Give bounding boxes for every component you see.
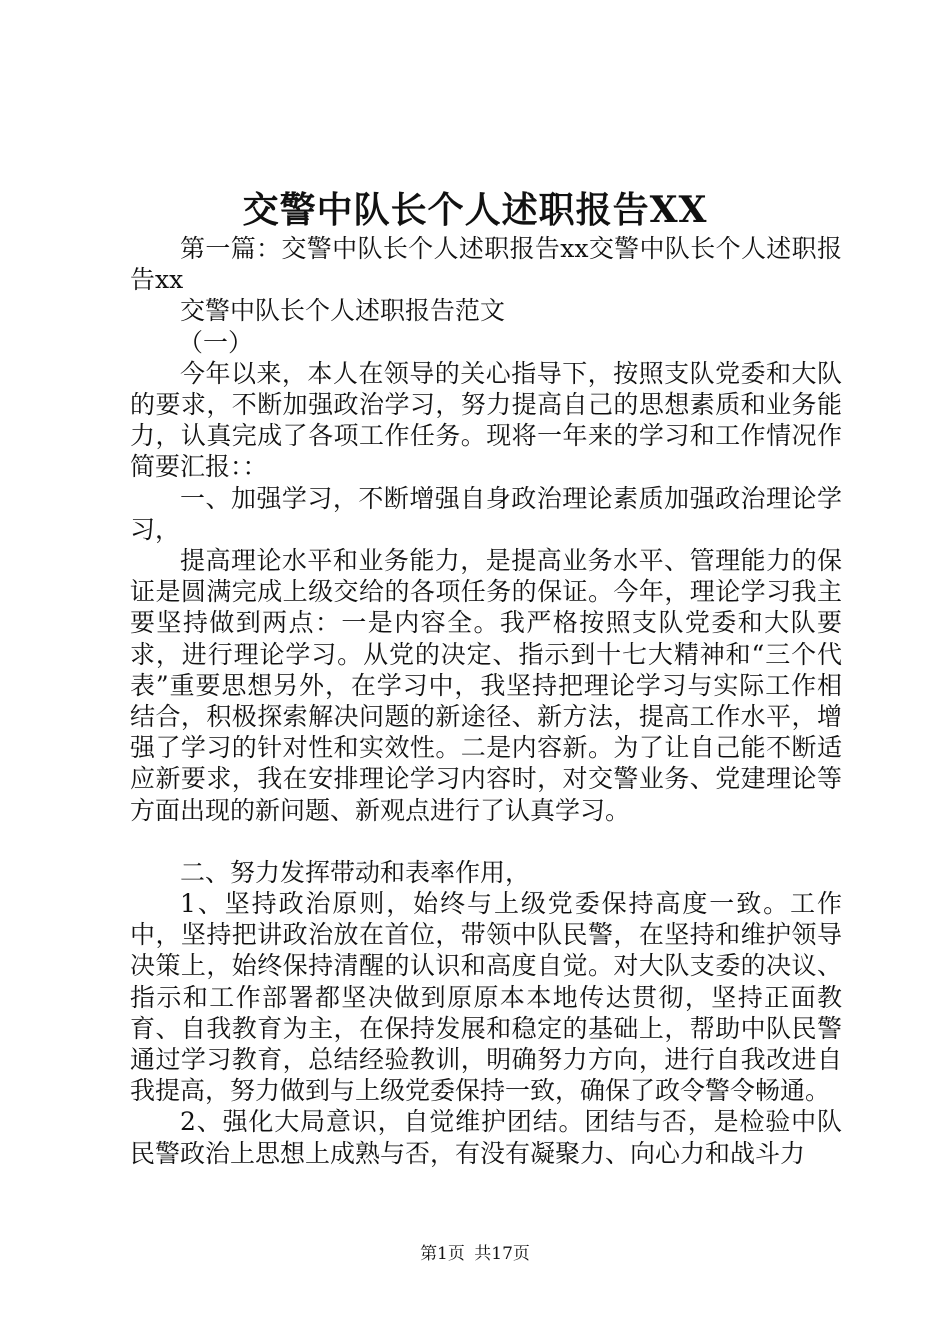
paragraph-heading-2: 二、努力发挥带动和表率作用， [180, 857, 531, 887]
paragraph-item-1: 1、坚持政治原则，始终与上级党委保持高度一致。工作中，坚持把讲政治放在首位，带领中队民警，在坚持和维护领导决策上，始终保持清醒的认识和高度自觉。对大队支委的决议、指示和工作部署都坚决做到原原本本地传达贯彻，坚持正面教育、自我教育为主，在保持发展和稳定的基础上，帮助中队民警通过学习教育，总结经验教训，明确努力方向，进行自我改进自我提高，努力做到与上级党委保持一致，确保了政令警令畅通。 [130, 889, 842, 1106]
paragraph-subtitle: 交警中队长个人述职报告范文 [180, 296, 506, 326]
paragraph-section-mark: （一） [178, 327, 254, 357]
document-body [130, 233, 842, 1169]
paragraph-opening: 今年以来，本人在领导的关心指导下，按照支队党委和大队的要求，不断加强政治学习，努力提高自己的思想素质和业务能力，认真完成了各项工作任务。现将一年来的学习和工作情况作简要汇报：： [130, 358, 842, 482]
document-title: 交警中队长个人述职报告XX [242, 189, 708, 231]
page-footer [0, 1242, 950, 1266]
page-number: 第1页 [420, 1244, 465, 1264]
paragraph-intro: 第一篇：交警中队长个人述职报告xx交警中队长个人述职报告xx [130, 234, 842, 295]
paragraph-item-2: 2、强化大局意识，自觉维护团结。团结与否，是检验中队民警政治上思想上成熟与否，有没有凝聚力、向心力和战斗力 [130, 1107, 842, 1168]
paragraph-study: 提高理论水平和业务能力，是提高业务水平、管理能力的保证是圆满完成上级交给的各项任务的保证。今年，理论学习我主要坚持做到两点：一是内容全。我严格按照支队党委和大队要求，进行理论学习。从党的决定、指示到十七大精神和“三个代表”重要思想另外，在学习中，我坚持把理论学习与实际工作相结合，积极探索解决问题的新途径、新方法，提高工作水平，增强了学习的针对性和实效性。二是内容新。为了让自己能不断适应新要求，我在安排理论学习内容时，对交警业务、党建理论等方面出现的新问题、新观点进行了认真学习。 [130, 546, 842, 825]
paragraph-heading-1: 一、加强学习，不断增强自身政治理论素质加强政治理论学习， [130, 483, 842, 544]
page-total: 共17页 [474, 1244, 530, 1264]
